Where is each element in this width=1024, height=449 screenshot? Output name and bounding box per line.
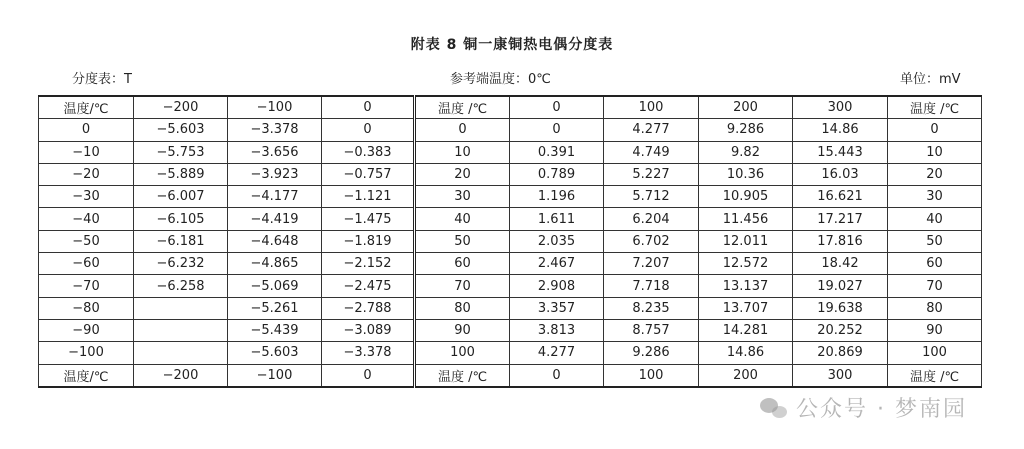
table-cell: −30 [39, 186, 134, 208]
table-cell: 8.235 [604, 297, 699, 319]
table-cell: −5.753 [134, 141, 228, 163]
table-cell: 7.718 [604, 275, 699, 297]
header-cell: −200 [134, 364, 228, 387]
table-cell: 100 [888, 342, 982, 364]
table-cell [134, 297, 228, 319]
header-cell: 200 [699, 364, 793, 387]
table-row [39, 342, 982, 364]
table-cell: −6.105 [134, 208, 228, 230]
header-cell: 100 [604, 364, 699, 387]
table-cell: −6.007 [134, 186, 228, 208]
table-cell: 9.286 [699, 119, 793, 141]
header-cell: −200 [134, 96, 228, 119]
table-cell: −90 [39, 319, 134, 341]
table-cell: −20 [39, 163, 134, 185]
table-cell: −4.419 [228, 208, 322, 230]
table-cell: 0 [510, 119, 604, 141]
header-cell: 300 [793, 364, 888, 387]
table-cell: 20.869 [793, 342, 888, 364]
table-cell: 13.707 [699, 297, 793, 319]
table-cell: 19.638 [793, 297, 888, 319]
table-cell: 0.391 [510, 141, 604, 163]
table-cell: 4.277 [604, 119, 699, 141]
table-cell: 5.227 [604, 163, 699, 185]
table-cell: −3.378 [322, 342, 415, 364]
table-cell: 4.277 [510, 342, 604, 364]
header-cell: −100 [228, 96, 322, 119]
header-cell: 温度 /℃ [888, 364, 982, 387]
reference-temperature: 参考端温度：0℃ [450, 72, 551, 87]
table-row [39, 208, 982, 230]
table-row [39, 297, 982, 319]
table-cell: 30 [415, 186, 510, 208]
header-cell: 温度 /℃ [415, 96, 510, 119]
table-cell: −80 [39, 297, 134, 319]
table-cell: 17.816 [793, 230, 888, 252]
table-cell: −100 [39, 342, 134, 364]
table-row [39, 186, 982, 208]
table-cell: −50 [39, 230, 134, 252]
table-cell: −4.648 [228, 230, 322, 252]
table-cell: −6.258 [134, 275, 228, 297]
table-cell: 100 [415, 342, 510, 364]
table-cell: −1.121 [322, 186, 415, 208]
table-cell: −1.475 [322, 208, 415, 230]
table-cell: −6.181 [134, 230, 228, 252]
table-cell: 12.572 [699, 253, 793, 275]
header-cell: 0 [322, 364, 415, 387]
table-cell: 80 [415, 297, 510, 319]
table-cell: 16.03 [793, 163, 888, 185]
header-cell: 100 [604, 96, 699, 119]
table-cell: 15.443 [793, 141, 888, 163]
table-cell: −5.603 [228, 342, 322, 364]
table-cell: −4.177 [228, 186, 322, 208]
table-cell: 10 [415, 141, 510, 163]
table-cell: −2.152 [322, 253, 415, 275]
table-cell: 5.712 [604, 186, 699, 208]
table-cell: 1.196 [510, 186, 604, 208]
table-cell: 40 [415, 208, 510, 230]
table-cell: −40 [39, 208, 134, 230]
table-cell: 17.217 [793, 208, 888, 230]
table-cell: 3.813 [510, 319, 604, 341]
table-cell: −4.865 [228, 253, 322, 275]
watermark [760, 392, 967, 423]
table-cell: 50 [415, 230, 510, 252]
table-cell [134, 319, 228, 341]
header-cell: 0 [322, 96, 415, 119]
table-cell: 10.905 [699, 186, 793, 208]
header-row [39, 96, 982, 119]
table-cell: 18.42 [793, 253, 888, 275]
footer-row [39, 364, 982, 387]
table-cell: −2.475 [322, 275, 415, 297]
table-cell: 70 [888, 275, 982, 297]
table-row [39, 253, 982, 275]
table-row [39, 319, 982, 341]
watermark-text: 公众号 · 梦南园 [796, 397, 967, 422]
table-row [39, 119, 982, 141]
header-cell: 温度/℃ [39, 96, 134, 119]
table-cell: 0.789 [510, 163, 604, 185]
table-cell: −3.089 [322, 319, 415, 341]
table-row [39, 275, 982, 297]
table-row [39, 141, 982, 163]
table-cell: 60 [888, 253, 982, 275]
table-cell: −3.656 [228, 141, 322, 163]
table-cell: 2.035 [510, 230, 604, 252]
table-cell: −1.819 [322, 230, 415, 252]
table-cell: 14.86 [699, 342, 793, 364]
table-cell: 14.86 [793, 119, 888, 141]
table-cell: 0 [39, 119, 134, 141]
table-cell: 20.252 [793, 319, 888, 341]
table-cell: 0 [415, 119, 510, 141]
table-cell: −0.383 [322, 141, 415, 163]
wechat-icon [760, 396, 790, 420]
table-cell: −3.378 [228, 119, 322, 141]
table-cell: 14.281 [699, 319, 793, 341]
thermocouple-table [38, 95, 982, 388]
table-cell: 6.702 [604, 230, 699, 252]
table-cell: −60 [39, 253, 134, 275]
table-cell: −5.439 [228, 319, 322, 341]
table-cell: −2.788 [322, 297, 415, 319]
table-row [39, 230, 982, 252]
table-cell: 19.027 [793, 275, 888, 297]
table-cell: 1.611 [510, 208, 604, 230]
table-cell: −5.889 [134, 163, 228, 185]
table-cell: 2.908 [510, 275, 604, 297]
table-cell: 70 [415, 275, 510, 297]
table-cell: −3.923 [228, 163, 322, 185]
table-cell: 10 [888, 141, 982, 163]
table-cell: −5.603 [134, 119, 228, 141]
header-cell: 300 [793, 96, 888, 119]
table-cell: −0.757 [322, 163, 415, 185]
header-cell: 温度/℃ [39, 364, 134, 387]
table-cell: 40 [888, 208, 982, 230]
table-cell: 80 [888, 297, 982, 319]
table-cell: 90 [415, 319, 510, 341]
table-body [39, 96, 982, 387]
table-cell: 4.749 [604, 141, 699, 163]
table-cell [134, 342, 228, 364]
header-cell: 0 [510, 96, 604, 119]
table-cell: 3.357 [510, 297, 604, 319]
table-cell: 0 [322, 119, 415, 141]
table-cell: −5.069 [228, 275, 322, 297]
unit-label: 单位：mV [900, 72, 961, 87]
table-cell: 12.011 [699, 230, 793, 252]
table-cell: 11.456 [699, 208, 793, 230]
table-cell: −10 [39, 141, 134, 163]
table-cell: 16.621 [793, 186, 888, 208]
header-cell: 0 [510, 364, 604, 387]
table-cell: −5.261 [228, 297, 322, 319]
table-cell: −70 [39, 275, 134, 297]
graduation-label: 分度表：T [72, 72, 132, 87]
table-cell: 60 [415, 253, 510, 275]
header-cell: 200 [699, 96, 793, 119]
table-cell: 50 [888, 230, 982, 252]
header-cell: 温度 /℃ [888, 96, 982, 119]
table-cell: 30 [888, 186, 982, 208]
table-cell: 8.757 [604, 319, 699, 341]
table-cell: 0 [888, 119, 982, 141]
table-title: 附表 8 铜一康铜热电偶分度表 [410, 37, 614, 53]
table-cell: 6.204 [604, 208, 699, 230]
table-cell: 13.137 [699, 275, 793, 297]
table-cell: 2.467 [510, 253, 604, 275]
header-cell: 温度 /℃ [415, 364, 510, 387]
table-cell: 7.207 [604, 253, 699, 275]
table-cell: 9.82 [699, 141, 793, 163]
table-cell: −6.232 [134, 253, 228, 275]
table-cell: 20 [888, 163, 982, 185]
header-cell: −100 [228, 364, 322, 387]
table-cell: 9.286 [604, 342, 699, 364]
table-row [39, 163, 982, 185]
table-cell: 10.36 [699, 163, 793, 185]
table-cell: 20 [415, 163, 510, 185]
table-cell: 90 [888, 319, 982, 341]
